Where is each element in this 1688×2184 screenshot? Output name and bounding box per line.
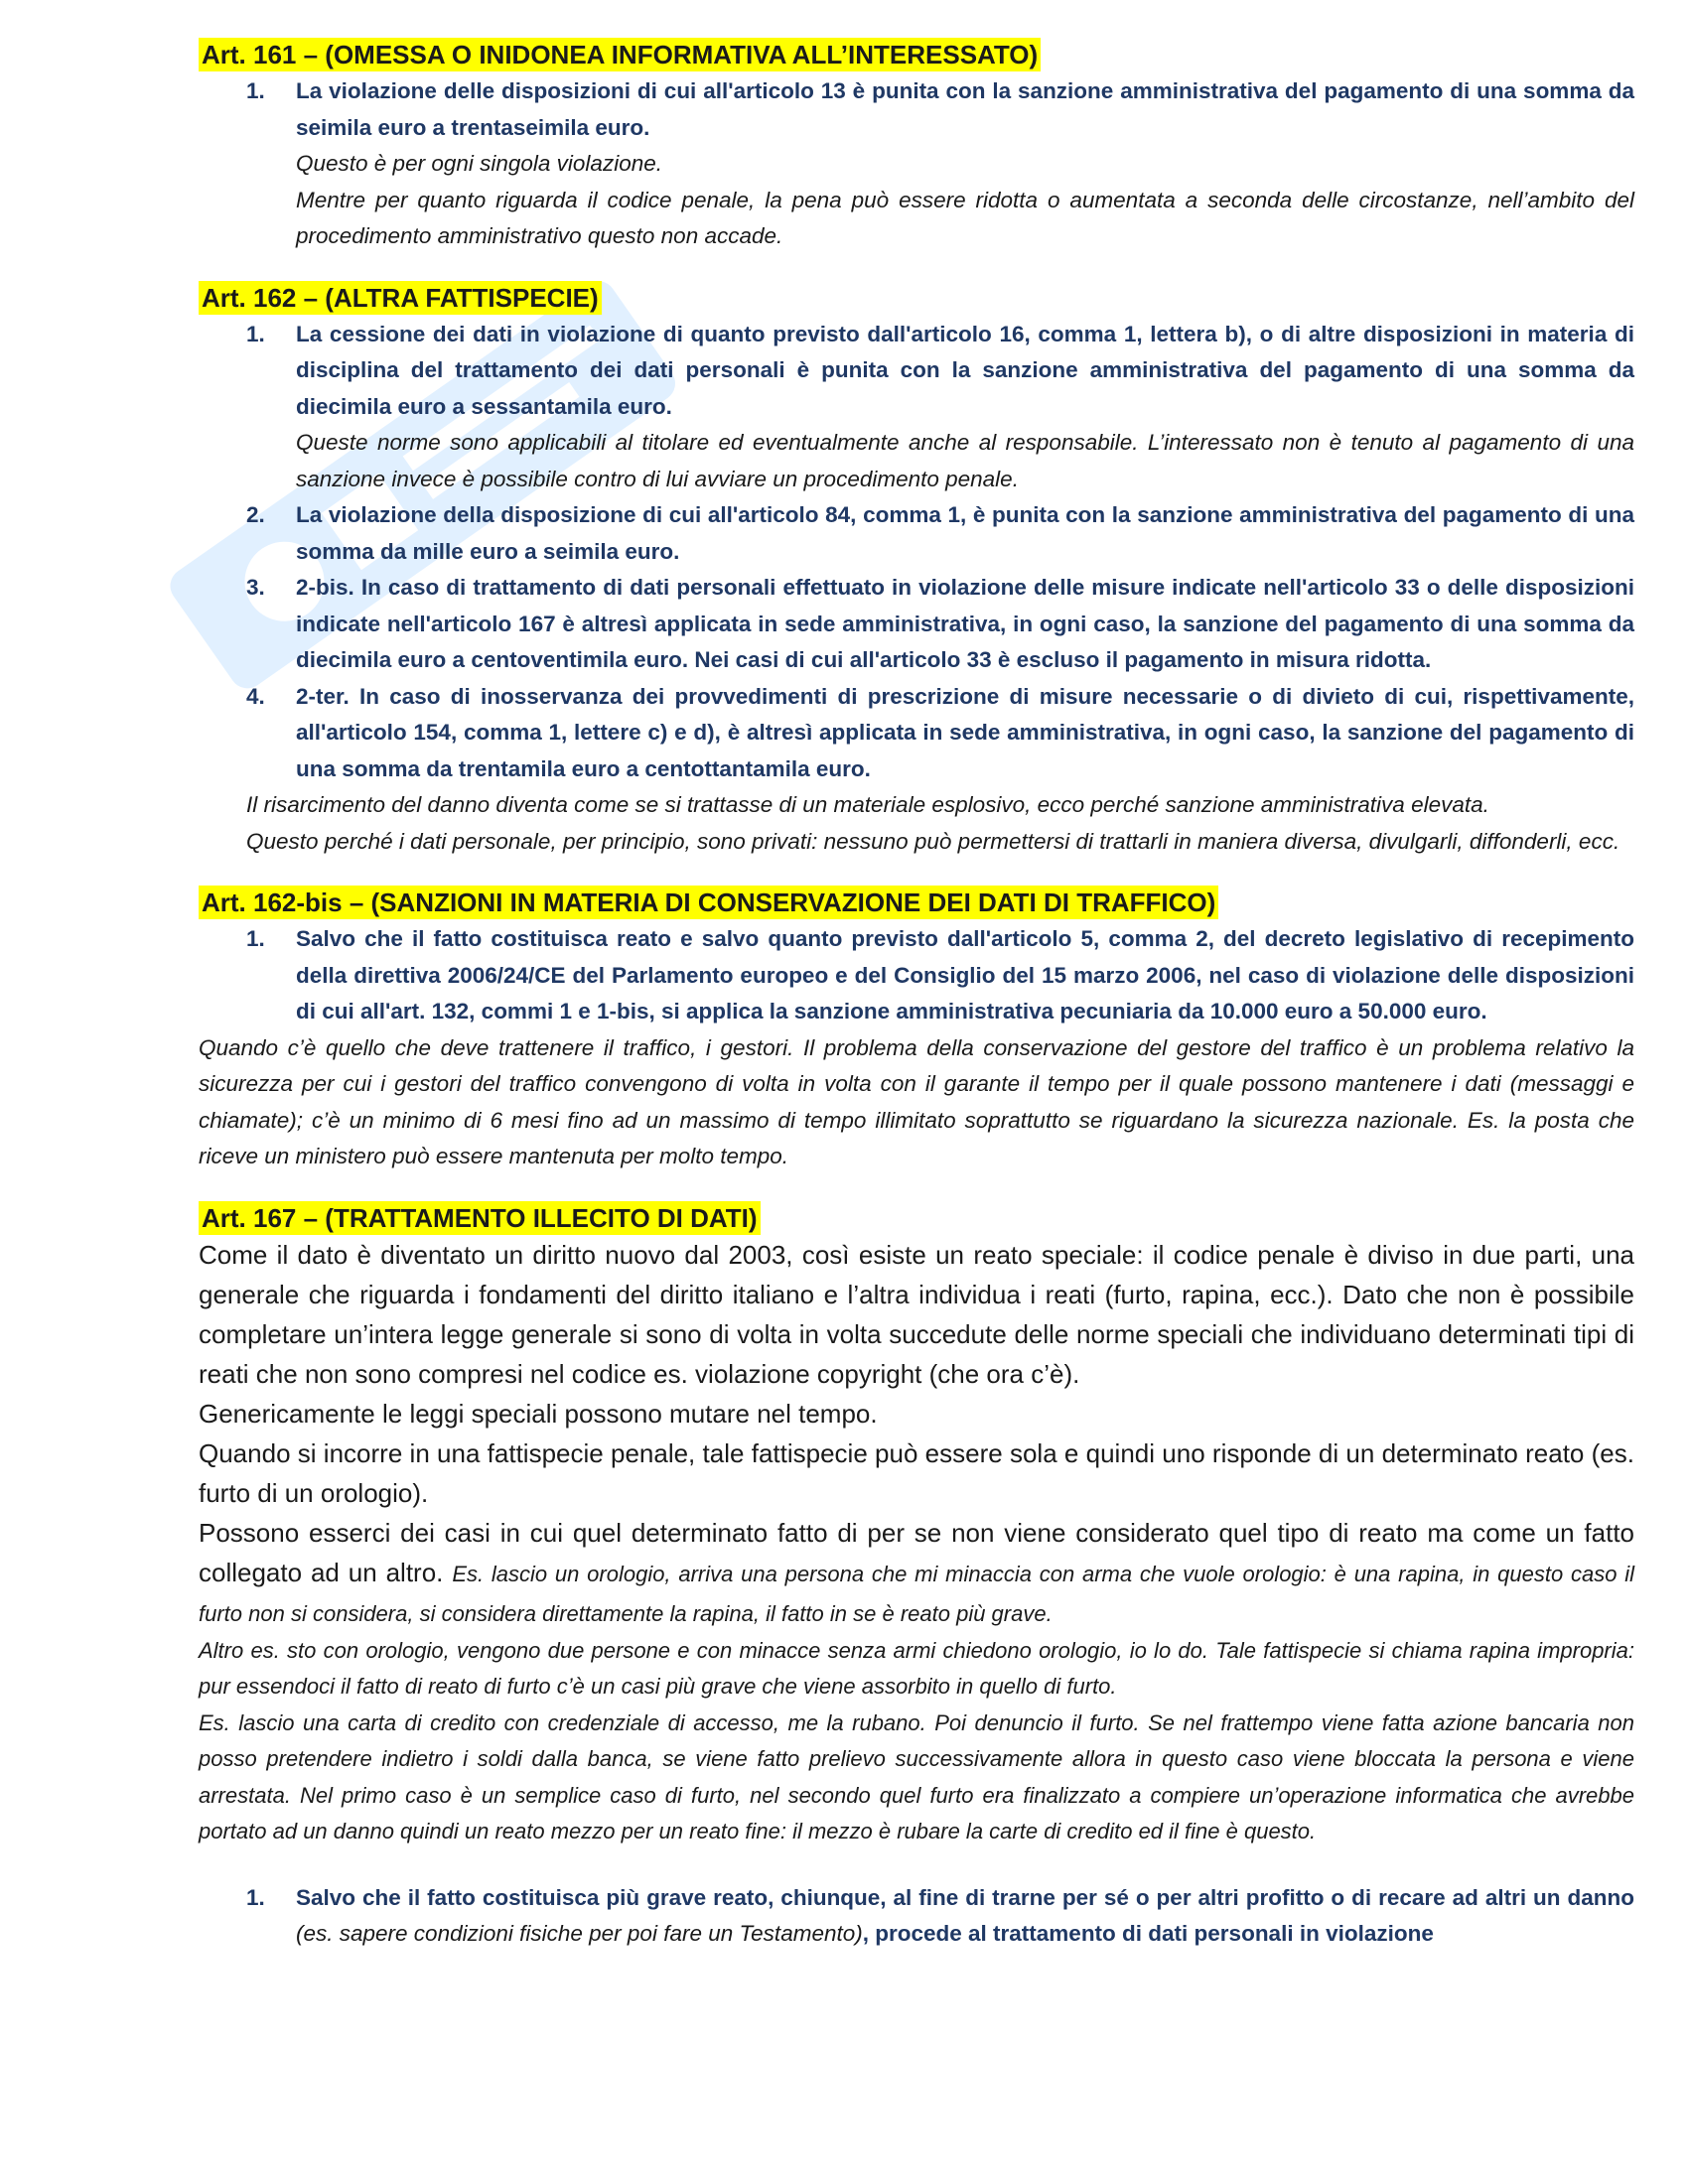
- body-paragraph: Come il dato è diventato un diritto nuovo dal 2003, così esiste un reato speciale: il codice penale è diviso in due parti, una generale che riguarda i fondamenti del diritto italiano e l’altra individua i reati (furto, rapina, ecc.). Dato che non è possibile completare un’intera legge generale si sono di volta in volta succedute delle norme speciali che individuano determinati tipi di reati che non sono compresi nel codice es. violazione copyright (che ora c’è).: [199, 1239, 1634, 1389]
- law-text: Salvo che il fatto costituisca più grave reato, chiunque, al fine di trarne per sé o per altri profitto o di recare ad altri un danno: [296, 1884, 1634, 1910]
- list-art-162-bis: [199, 921, 1634, 1030]
- heading-art-167: Art. 167 – (TRATTAMENTO ILLECITO DI DATI): [199, 1201, 761, 1235]
- list-art-167: [199, 1880, 1634, 1953]
- item-number: 3.: [246, 575, 265, 600]
- law-text: La violazione delle disposizioni di cui all'articolo 13 è punita con la sanzione amministrativa del pagamento di una somma da seimila euro a trentaseimila euro.: [296, 78, 1634, 140]
- example-note: Es. lascio una carta di credito con credenziale di accesso, me la rubano. Poi denuncio il furto. Se nel frattempo viene fatta azione bancaria non posso pretendere indietro i soldi dalla banca, se viene fatto prelievo successivamente allora in questo caso viene bloccata la persona e viene arrestata. Nel primo caso è un semplice caso di furto, nel secondo quel furto era finalizzato a compiere un’operazione informatica che avrebbe portato ad un danno quindi un reato mezzo per un reato fine: il mezzo è rubare la carte di credito ed il fine è questo.: [199, 1709, 1634, 1843]
- body-paragraph: Quando si incorre in una fattispecie penale, tale fattispecie può essere sola e quindi uno risponde di un determinato reato (es. furto di un orologio).: [199, 1437, 1634, 1508]
- example-note: Altro es. sto con orologio, vengono due persone e con minacce senza armi chiedono orologio, io lo do. Tale fattispecie si chiama rapina impropria: pur essendoci il fatto di reato di furto c’è un casi più grave che viene assorbito in quello di furto.: [199, 1637, 1634, 1699]
- law-text: La cessione dei dati in violazione di quanto previsto dall'articolo 16, comma 1, lettera b), o di altre disposizioni in materia di disciplina del trattamento dei dati personali è punita con la sanzione amministrativa del pagamento di una somma da diecimila euro a sessantamila euro.: [296, 321, 1634, 419]
- item-number: 4.: [246, 683, 265, 709]
- heading-art-162-bis: Art. 162-bis – (SANZIONI IN MATERIA DI CONSERVAZIONE DEI DATI DI TRAFFICO): [199, 886, 1218, 919]
- law-text: Salvo che il fatto costituisca reato e salvo quanto previsto dall'articolo 5, comma 2, del decreto legislativo di recepimento della direttiva 2006/24/CE del Parlamento europeo e del Consiglio del 15 marzo 2006, nel caso di violazione delle disposizioni di cui all'art. 132, commi 1 e 1-bis, si applica la sanzione amministrativa pecuniaria da 10.000 euro a 50.000 euro.: [296, 926, 1634, 1024]
- body-paragraph-mixed: [199, 1513, 1634, 1633]
- item-body: [296, 317, 1634, 498]
- list-item: [199, 497, 1634, 570]
- law-text: 2-ter. In caso di inosservanza dei provvedimenti di prescrizione di misure necessarie o di divieto di cui, rispettivamente, all'articolo 154, comma 1, lettere c) e d), è altresì applicata in sede amministrativa, in ogni caso, la sanzione del pagamento di una somma da trentamila euro a centottantamila euro.: [296, 683, 1634, 781]
- law-text: , procede al trattamento di dati personali in violazione: [862, 1921, 1434, 1946]
- heading-art-162: Art. 162 – (ALTRA FATTISPECIE): [199, 281, 602, 315]
- item-body: [296, 1880, 1634, 1953]
- item-number: 1.: [246, 926, 265, 951]
- list-art-162: [199, 317, 1634, 788]
- list-item: [199, 921, 1634, 1030]
- example-note: Es. lascio un orologio, arriva una persona che mi minaccia con arma che vuole orologio: è una rapina, in questo caso il furto non si considera, si considera direttamente la rapina, il fatto in se è reato più grave.: [199, 1561, 1635, 1626]
- law-text: 2-bis. In caso di trattamento di dati personali effettuato in violazione delle misure indicate nell'articolo 33 o delle disposizioni indicate nell'articolo 167 è altresì applicata in sede amministrativa, in ogni caso, la sanzione del pagamento di una somma da diecimila euro a centoventimila euro. Nei casi di cui all'articolo 33 è escluso il pagamento in misura ridotta.: [296, 575, 1634, 672]
- item-number: 1.: [246, 78, 265, 103]
- list-item: [199, 679, 1634, 788]
- comment-note: (es. sapere condizioni fisiche per poi fare un Testamento): [296, 1921, 863, 1946]
- document-page: [199, 38, 1634, 1979]
- heading-art-161: Art. 161 – (OMESSA O INIDONEA INFORMATIVA ALL’INTERESSATO): [199, 38, 1041, 71]
- body-paragraph: Genericamente le leggi speciali possono mutare nel tempo.: [199, 1398, 878, 1429]
- item-number: 1.: [246, 321, 265, 346]
- law-text: La violazione della disposizione di cui all'articolo 84, comma 1, è punita con la sanzione amministrativa del pagamento di una somma da mille euro a seimila euro.: [296, 502, 1634, 564]
- section-art-162: [199, 281, 1634, 861]
- body-text: Possono esserci dei casi in cui quel determinato fatto di per se non viene considerato quel tipo di reato ma come un fatto collegato ad un altro.: [199, 1517, 1634, 1587]
- section-art-167: [199, 1201, 1634, 1953]
- comment-note: Queste norme sono applicabili al titolare ed eventualmente anche al responsabile. L’interessato non è tenuto al pagamento di una sanzione invece è possibile contro di lui avviare un procedimento penale.: [296, 430, 1634, 491]
- list-item: [199, 570, 1634, 679]
- section-art-161: [199, 38, 1634, 255]
- comment-note: Il risarcimento del danno diventa come se si trattasse di un materiale esplosivo, ecco perché sanzione amministrativa elevata.: [246, 792, 1489, 817]
- list-item: [199, 317, 1634, 498]
- item-body: [296, 73, 1634, 255]
- list-art-161: [199, 73, 1634, 255]
- comment-note: Quando c’è quello che deve trattenere il traffico, i gestori. Il problema della conservazione del gestore del traffico è un problema relativo la sicurezza per cui i gestori del traffico convengono di volta in volta con il garante il tempo per il quale possono mantenere i dati (messaggi e chiamate); c’è un minimo di 6 mesi fino ad un massimo di tempo illimitato soprattutto se riguardano la sicurezza nazionale. Es. la posta che riceve un ministero può essere mantenuta per molto tempo.: [199, 1034, 1634, 1168]
- item-number: 2.: [246, 502, 265, 527]
- comment-note: Questo è per ogni singola violazione.: [296, 151, 662, 176]
- comment-note: Mentre per quanto riguarda il codice penale, la pena può essere ridotta o aumentata a seconda delle circostanze, nell’ambito del procedimento amministrativo questo non accade.: [296, 187, 1634, 248]
- item-number: 1.: [246, 1884, 265, 1910]
- comment-note: Questo perché i dati personale, per principio, sono privati: nessuno può permettersi di trattarli in maniera diversa, divulgarli, diffonderli, ecc.: [246, 828, 1620, 854]
- section-art-162-bis: [199, 886, 1634, 1175]
- list-item: [199, 1880, 1634, 1953]
- list-item: [199, 73, 1634, 255]
